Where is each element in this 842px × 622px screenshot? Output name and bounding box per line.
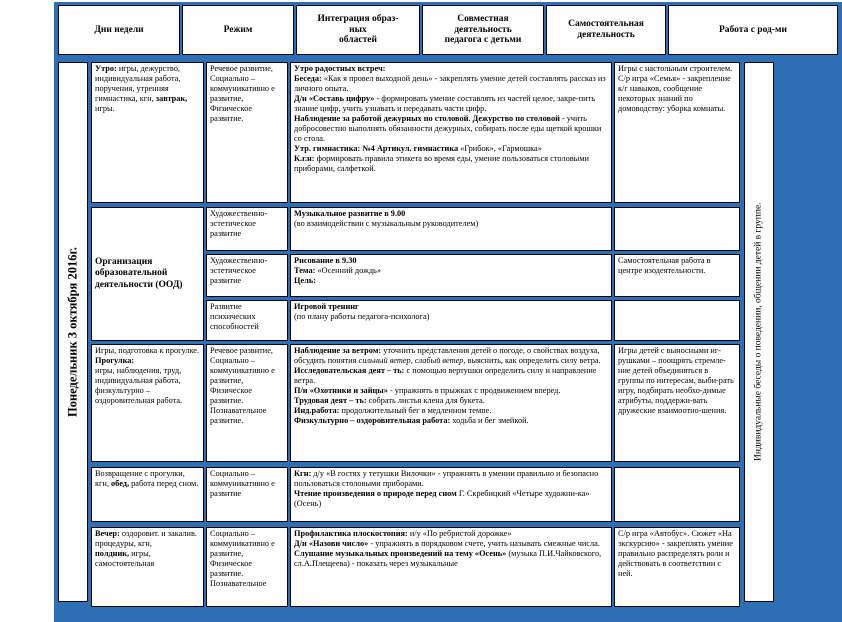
ood-s3-joint: [290, 300, 612, 341]
walk-j3-text: - упражнять в прыжках с продвижением вперед.: [387, 385, 561, 395]
header-parents: Работа с род-ми: [668, 5, 838, 55]
walk-regime-title: Прогулка:: [95, 355, 135, 365]
evening-regime: [91, 527, 204, 607]
morning-regime-bold: завтрак,: [153, 93, 188, 103]
morning-j5-label: Утр. гимнастика: №4 Артикул. гимнастика: [294, 143, 459, 153]
return-regime-text: Возвращение с прогулки, кгн,: [95, 469, 185, 488]
evening-regime-text: оздоровит. и закалив. процедуры, кгн,: [95, 529, 197, 548]
evening-j2-text: - упражнять в порядковом счете, учить называть смежные числа.: [368, 538, 600, 548]
walk-joint: [290, 344, 612, 462]
ood-s2-theme-label: Тема:: [294, 265, 316, 275]
evening-regime-bold: полдник,: [95, 548, 130, 558]
morning-j3-text: - формировать умение составлять из частей целое, закре-пить знание цифр, учить узнавать и передавать части цифр.: [294, 93, 595, 113]
return-j2-text: Г. Скребицкий «Четыре художни-ка» (Осень): [294, 488, 590, 508]
ood-s1-text: (во взаимодействии с музыкальным руководителем): [294, 218, 479, 228]
ood-s1-independent: [614, 207, 740, 251]
walk-j2-text: с помощью вертушки определить силу и направление ветра.: [294, 365, 597, 385]
return-regime: [91, 467, 204, 522]
evening-j1-text: и/у «По ребристой дорожке»: [407, 529, 512, 538]
morning-regime-title: Утро:: [95, 64, 117, 73]
header-joint: Совместная деятельность педагога с детьми: [422, 5, 544, 55]
morning-j1: Утро радостных встреч:: [294, 64, 386, 73]
evening-regime-title: Вечер:: [95, 529, 120, 538]
walk-j5-label: Инд.работа:: [294, 405, 340, 415]
evening-integration: Социально – коммуникативно е развитие, Физическое развитие. Познавательное: [206, 527, 288, 607]
morning-j6-text: формировать правила этикета во время еды, умение пользоваться столовыми приборами, салфеткой.: [294, 153, 589, 173]
morning-j4-label: Наблюдение за работой дежурных по столовой. Дежурство по столовой: [294, 113, 560, 123]
morning-j4-text: - учить добросовестно выполнять обязанности дежурных, собирать после еды щеткой крошки со стола.: [294, 113, 602, 143]
evening-j1-label: Профилактика плоскостопия:: [294, 529, 408, 538]
ood-s2-integration: Художественно-эстетическое развитие: [206, 254, 288, 297]
morning-regime: [91, 62, 204, 203]
day-label: Понедельник 3 октября 2016г.: [58, 62, 88, 602]
morning-joint: [290, 62, 612, 203]
ood-s3-text: (по плану работы педагога-психолога): [294, 311, 430, 321]
header-regime: Режим: [182, 5, 294, 55]
evening-regime-tail: игры, самостоятельная: [95, 548, 155, 568]
walk-j6-text: ходьба и бег змейкой.: [450, 415, 529, 425]
return-regime-bold: обед,: [108, 478, 130, 488]
return-j2-label: Чтение произведения о природе перед сном: [294, 488, 457, 498]
walk-regime-pre: Игры, подготовка к прогулке.: [95, 346, 200, 355]
walk-j1-tail: , выяснить, как определить силу ветра.: [463, 355, 601, 365]
morning-integration: Речевое развитие, Социально – коммуникативно е развитие, Физическое развитие.: [206, 62, 288, 203]
evening-j3-text: (музыка П.И.Чайковского, сл.А.Плещеева) - показать через музыкальные: [294, 548, 602, 568]
walk-regime: [91, 344, 204, 462]
return-regime-tail: работа перед сном.: [129, 478, 199, 488]
return-j1-label: Кгн:: [294, 469, 312, 478]
walk-j1-italic: сильный ветер, слабый ветер: [356, 355, 464, 365]
walk-j4-text: собрать листья клена для букета.: [366, 395, 485, 405]
header-independent: Самостоятельная деятельность: [546, 5, 666, 55]
ood-s1-integration: Художественно-эстетическое развитие: [206, 207, 288, 251]
walk-j3-label: П/и «Охотники и зайцы»: [294, 385, 388, 395]
evening-independent: С/р игра «Автобус». Сюжет «На экскурсию» - закреплять умение правильно распределять роли и действовать в соответствии с ней.: [614, 527, 740, 607]
walk-j2-label: Исследовательская деят – ть:: [294, 365, 405, 375]
parents-work-vertical: Индивидуальные беседы о поведении, общении детей в группе.: [744, 62, 774, 602]
ood-s2-title: Рисование в 9.30: [294, 256, 357, 265]
morning-regime-tail: игры.: [95, 103, 115, 113]
walk-integration: Речевое развитие, Социально – коммуникативно е развитие, Физическое развитие. Познавательное развитие.: [206, 344, 288, 462]
ood-s1-title: Музыкальное развитие в 9.00: [294, 209, 406, 218]
morning-j2-label: Беседа:: [294, 73, 322, 83]
morning-j6-label: К.г.н:: [294, 153, 315, 163]
header-days: Дни недели: [58, 5, 180, 55]
return-independent: [614, 467, 740, 522]
evening-joint: [290, 527, 612, 607]
ood-s3-integration: Развитие психических способностей: [206, 300, 288, 341]
morning-j2-text: «Как я провел выходной день» - закреплять умение детей составлять рассказ из личного опыта.: [294, 73, 606, 93]
morning-j3-label: Д/и «Составь цифру»: [294, 93, 375, 103]
header-integration: Интеграция образ- ных областей: [296, 5, 420, 55]
return-j1-text: д/у «В гостях у тетушки Вилочки» - упражнять в умении правильно и безопасно пользоваться столовыми приборами.: [294, 469, 599, 488]
evening-j3-label: Слушание музыкальных произведений на тему «Осень»: [294, 548, 507, 558]
ood-s3-title: Игровой тренинг: [294, 302, 359, 311]
walk-j5-text: продолжительный бег в медленном темпе.: [339, 405, 492, 415]
walk-j4-label: Трудовая деят – ть:: [294, 395, 367, 405]
return-joint: [290, 467, 612, 522]
morning-regime-text: игры, дежурство, индивидуальная работа, поручения, утренняя гимнастика, кгн,: [95, 64, 181, 103]
walk-j1-text: уточнить представления детей о погоде, о свойствах воздуха, обсудить понятия: [294, 346, 600, 365]
walk-j1-label: Наблюдение за ветром:: [294, 346, 382, 355]
ood-s2-theme: «Осенний дождь»: [315, 265, 381, 275]
ood-s2-goal: Цель:: [294, 275, 316, 285]
return-integration: Социально – коммуникативно е развитие: [206, 467, 288, 522]
ood-s2-independent: Самостоятельная работа в центре изодеятельности.: [614, 254, 740, 297]
ood-s2-joint: [290, 254, 612, 297]
morning-independent: Игры с настольным строителем. С/р игра «Семья» - закрепление к/г навыков, сообщение некоторых знаний по домоводству: уборка комнаты.: [614, 62, 740, 203]
walk-independent: Игры детей с выносными иг-рушками – поощрять стремле-ние детей объединяться в группы по интересам, выби-рать игру, подбирать необхо-димые атрибуты, поддержи-вать дружеские взаимоотно-шения.: [614, 344, 740, 462]
evening-j2-label: Д/и «Назови число»: [294, 538, 369, 548]
morning-j5-text: «Грибок», «Гармошка»: [458, 143, 542, 153]
walk-regime-text: игры, наблюдения, труд, индивидуальная работа, физкультурно – оздоровительная работа.: [95, 365, 183, 405]
ood-title: Организация образовательной деятельности (ООД): [91, 207, 204, 341]
walk-j6-label: Физкультурно – оздоровительная работа:: [294, 415, 451, 425]
ood-s3-independent: [614, 300, 740, 341]
ood-s1-joint: [290, 207, 612, 251]
